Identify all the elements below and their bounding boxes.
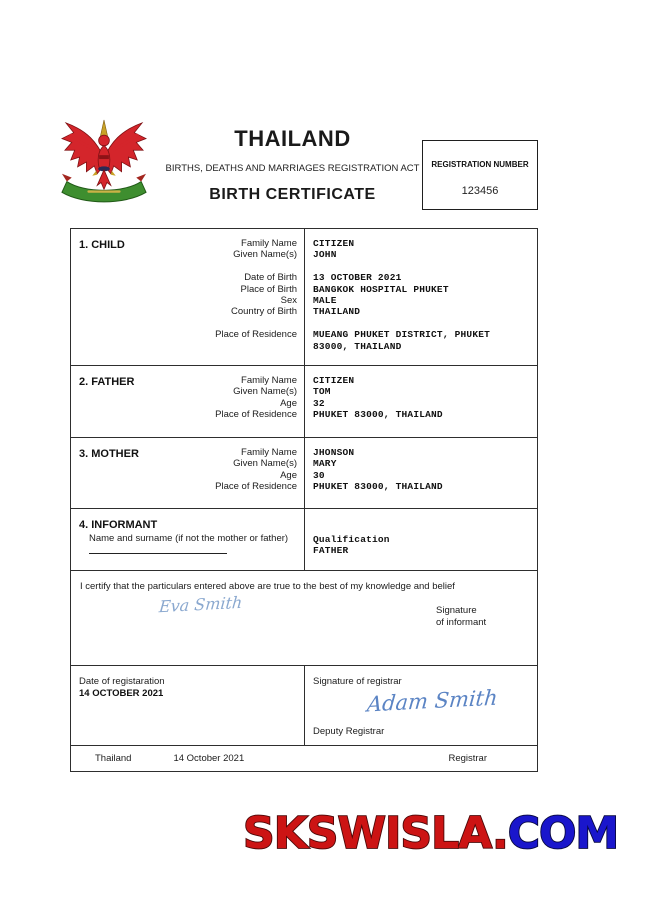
certificate-table	[70, 228, 538, 772]
field-label: Place of Residence	[215, 481, 297, 493]
registration-date-value: 14 OCTOBER 2021	[79, 688, 164, 699]
field-label: Family Name	[241, 375, 297, 386]
informant-signature: Eva Smith	[158, 592, 244, 617]
field-value: PHUKET 83000, THAILAND	[313, 481, 443, 493]
field-value: MALE	[313, 295, 337, 307]
field-value: JHONSON	[313, 447, 355, 458]
field-value: 32	[313, 397, 325, 409]
field-value: 13 OCTOBER 2021	[313, 272, 402, 284]
footer-registrar: Registrar	[448, 753, 487, 764]
field-label: Given Name(s)	[233, 249, 297, 261]
field-label: Place of Residence	[215, 329, 297, 341]
field-label: Date of Birth	[244, 272, 297, 284]
country-title: THAILAND	[234, 126, 351, 151]
registrar-signature-label: Signature of registrar	[313, 676, 402, 687]
section-child	[71, 229, 537, 366]
section-mother	[71, 438, 537, 509]
field-value: 30	[313, 469, 325, 481]
section-mother-title: 3. MOTHER	[79, 448, 139, 460]
father-labels	[71, 366, 304, 421]
field-value: MUEANG PHUKET DISTRICT, PHUKET 83000, THAILAND	[313, 329, 491, 352]
garuda-emblem-icon	[60, 112, 148, 212]
informant-values	[304, 509, 537, 570]
footer-date: 14 October 2021	[173, 753, 245, 764]
informant-name-underline	[89, 553, 227, 554]
field-value: BANGKOK HOSPITAL PHUKET	[313, 283, 449, 295]
footer-country: Thailand	[95, 753, 132, 764]
field-label: Given Name(s)	[233, 386, 297, 398]
section-father	[71, 366, 537, 438]
section-child-title: 1. CHILD	[79, 239, 125, 251]
field-value: THAILAND	[313, 306, 361, 318]
child-values	[304, 229, 537, 365]
mother-labels	[71, 438, 304, 493]
section-informant	[71, 509, 537, 571]
document-title: BIRTH CERTIFICATE	[209, 186, 376, 203]
section-registrar	[71, 666, 537, 746]
field-label: Family Name	[241, 238, 297, 249]
registration-date-label: Date of registaration	[79, 676, 165, 687]
watermark-secondary: COM	[507, 808, 619, 859]
informant-name-label: Name and surname (if not the mother or father)	[89, 533, 289, 544]
certification-statement: I certify that the particulars entered above are true to the best of my knowledge and belief	[80, 581, 455, 592]
section-informant-title: 4. INFORMANT	[79, 519, 158, 531]
registration-number-value: 123456	[461, 185, 499, 197]
section-father-title: 2. FATHER	[79, 376, 135, 388]
registration-number-box	[422, 140, 538, 210]
mother-values	[304, 438, 537, 508]
field-value: MARY	[313, 458, 337, 470]
signature-of-informant-label: Signature of informant	[436, 605, 487, 628]
field-label: Country of Birth	[231, 306, 297, 318]
field-value: JOHN	[313, 249, 337, 261]
watermark-primary: SKSWISLA	[243, 808, 492, 859]
watermark-dot: .	[491, 808, 508, 859]
registration-number-label: REGISTRATION NUMBER	[431, 160, 529, 169]
field-value: CITIZEN	[313, 238, 355, 249]
field-label: Given Name(s)	[233, 458, 297, 470]
field-value: TOM	[313, 386, 331, 398]
field-label: Sex	[280, 295, 297, 307]
field-label: Age	[280, 469, 297, 481]
act-subtitle: BIRTHS, DEATHS AND MARRIAGES REGISTRATION ACT	[165, 163, 420, 174]
field-value: PHUKET 83000, THAILAND	[313, 409, 443, 421]
qualification-value: FATHER	[313, 545, 349, 557]
field-label	[71, 261, 304, 272]
qualification-label: Qualification	[313, 534, 390, 545]
father-values	[304, 366, 537, 437]
registrar-signature: Adam Smith	[366, 685, 499, 717]
field-value	[313, 261, 531, 272]
field-label: Age	[280, 397, 297, 409]
registrar-title: Deputy Registrar	[313, 726, 385, 737]
field-label: Place of Birth	[240, 283, 297, 295]
field-value	[313, 318, 531, 329]
field-label: Family Name	[241, 447, 297, 458]
watermark	[243, 810, 618, 858]
field-label	[71, 318, 304, 329]
field-value: CITIZEN	[313, 375, 355, 386]
section-certification	[71, 571, 537, 666]
field-label: Place of Residence	[215, 409, 297, 421]
footer-strip	[71, 746, 537, 771]
